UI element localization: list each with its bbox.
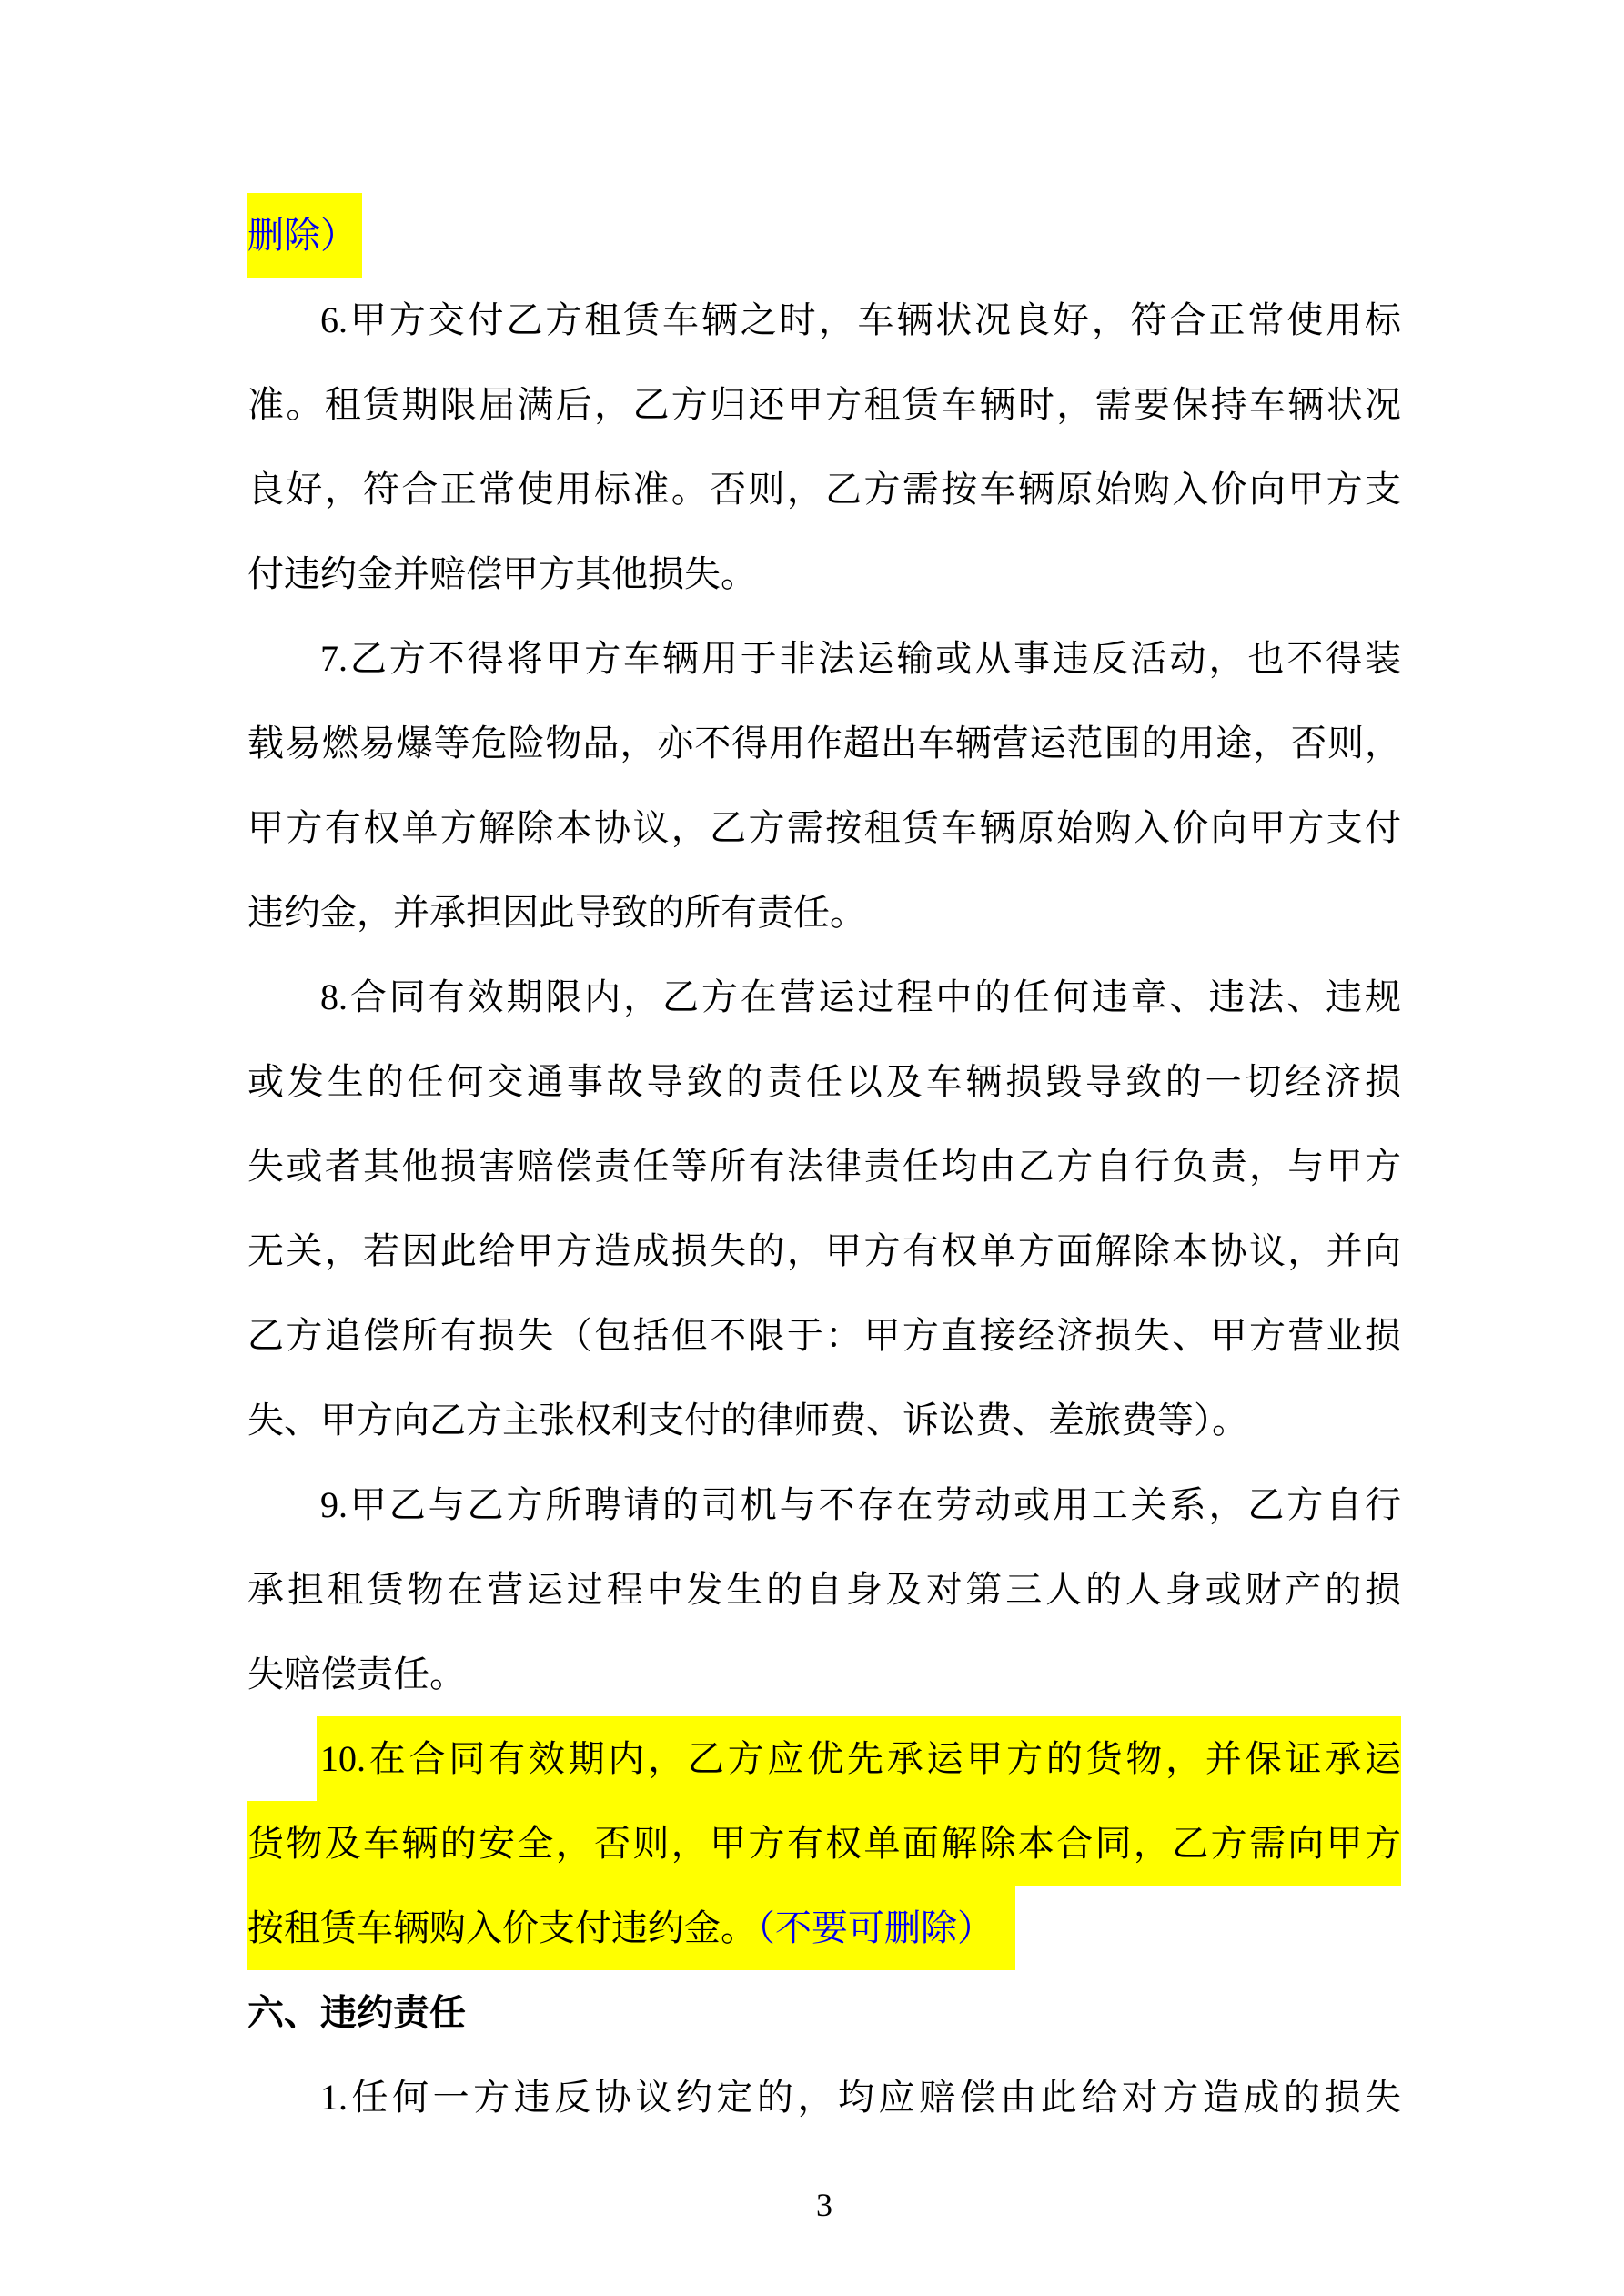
text-line (247, 531, 1401, 616)
text-run: 失、甲方向乙方主张权利支付的律师费、诉讼费、差旅费等）。 (247, 1400, 1248, 1441)
blue-annotation-text: （不要可删除） (757, 1907, 994, 1948)
text-run: 乙方追偿所有损失（包括但不限于：甲方直接经济损失、甲方营业损 (247, 1315, 1401, 1356)
text-run: 承担租赁物在营运过程中发生的自身及对第三人的人身或财产的损 (247, 1569, 1401, 1610)
text-line (247, 1547, 1401, 1632)
text-run: 无关，若因此给甲方造成损失的，甲方有权单方面解除本协议，并向 (247, 1230, 1401, 1271)
text-line (247, 701, 1401, 785)
text-line (247, 2055, 1401, 2139)
text-run: 载易燃易爆等危险物品，亦不得用作超出车辆营运范围的用途，否则， (247, 723, 1401, 764)
text-line (247, 616, 1401, 701)
text-line (247, 785, 1401, 870)
highlighted-text-line (247, 1801, 1401, 1886)
text-run: 六、违约责任 (247, 1992, 466, 2033)
text-run: 6.甲方交付乙方租赁车辆之时，车辆状况良好，符合正常使用标 (320, 299, 1401, 340)
page-number: 3 (816, 2187, 832, 2223)
text-run: 准。租赁期限届满后，乙方归还甲方租赁车辆时，需要保持车辆状况 (247, 384, 1401, 425)
document-body (247, 193, 1401, 2139)
text-run: 1.任何一方违反协议约定的，均应赔偿由此给对方造成的损失 (320, 2077, 1401, 2118)
text-run: 按租赁车辆购入价支付违约金。 (247, 1907, 757, 1948)
text-line (247, 1124, 1401, 1209)
text-line (247, 362, 1401, 447)
text-line (247, 278, 1401, 362)
text-run: 货物及车辆的安全，否则，甲方有权单面解除本合同，乙方需向甲方 (247, 1823, 1401, 1864)
text-run: 良好，符合正常使用标准。否则，乙方需按车辆原始购入价向甲方支 (247, 469, 1401, 510)
text-line (247, 955, 1401, 1039)
text-run: 失赔偿责任。 (247, 1654, 466, 1694)
text-run: 付违约金并赔偿甲方其他损失。 (247, 553, 757, 594)
text-run: 9.甲乙与乙方所聘请的司机与不存在劳动或用工关系，乙方自行 (320, 1484, 1401, 1525)
text-line (247, 1039, 1401, 1124)
text-run: 10.在合同有效期内，乙方应优先承运甲方的货物，并保证承运 (320, 1738, 1401, 1779)
text-run: 甲方有权单方解除本协议，乙方需按租赁车辆原始购入价向甲方支付 (247, 807, 1401, 848)
text-line (247, 1378, 1401, 1462)
text-line (247, 447, 1401, 531)
text-line (247, 1632, 1401, 1716)
highlighted-text-line (247, 193, 1401, 278)
highlighted-text-line (247, 1716, 1401, 1801)
blue-annotation-text: 删除） (247, 215, 357, 256)
text-line (247, 1462, 1401, 1547)
highlighted-text-line (247, 1886, 1401, 1970)
text-line (247, 1293, 1401, 1378)
section-heading (247, 1970, 1401, 2055)
text-line (247, 1209, 1401, 1293)
text-run: 或发生的任何交通事故导致的责任以及车辆损毁导致的一切经济损 (247, 1061, 1401, 1102)
text-run: 7.乙方不得将甲方车辆用于非法运输或从事违反活动，也不得装 (320, 638, 1401, 679)
text-line (247, 870, 1401, 955)
text-run: 失或者其他损害赔偿责任等所有法律责任均由乙方自行负责，与甲方 (247, 1146, 1401, 1187)
text-run: 违约金，并承担因此导致的所有责任。 (247, 892, 866, 933)
text-run: 8.合同有效期限内，乙方在营运过程中的任何违章、违法、违规 (320, 976, 1401, 1017)
